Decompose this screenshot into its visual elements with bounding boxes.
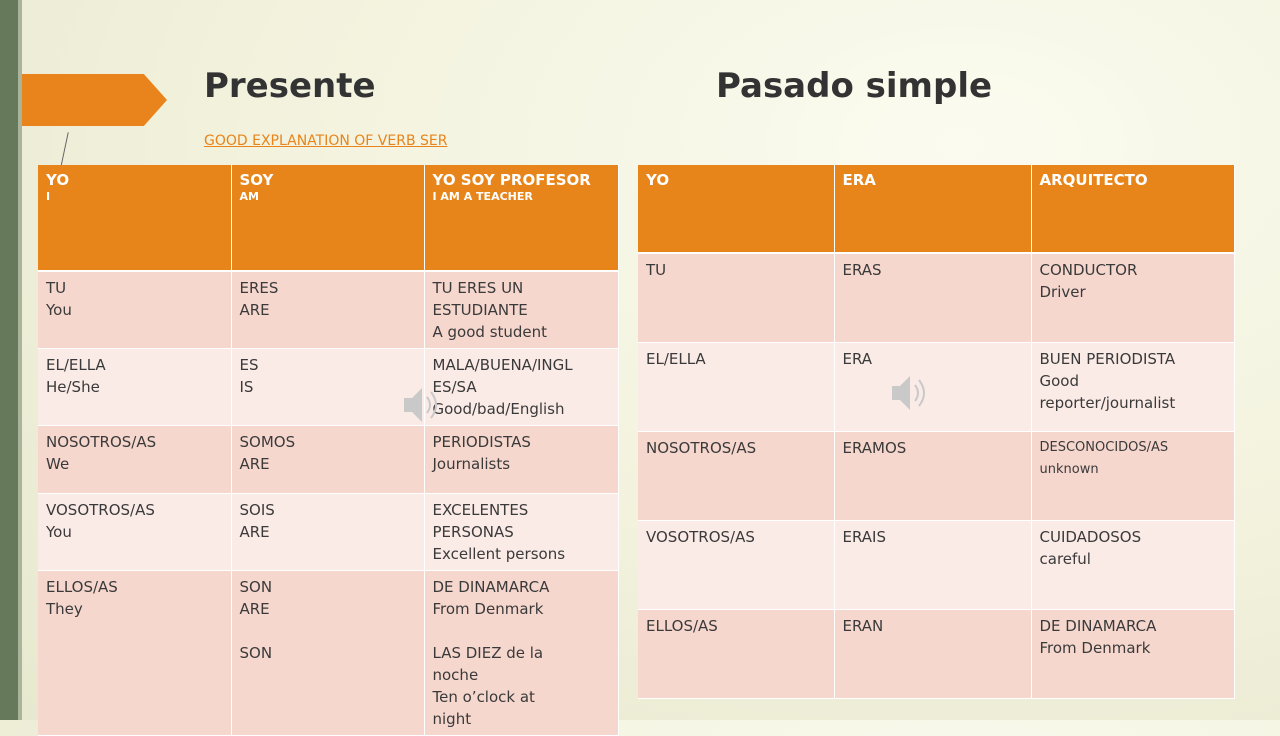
left-decorative-bar	[0, 0, 18, 720]
table-cell	[1031, 520, 1234, 609]
table-cell	[424, 426, 618, 494]
cell-text-line: He/She	[46, 378, 100, 396]
cell-text-line: From Denmark	[1039, 638, 1151, 657]
cell-text-line: Journalists	[432, 455, 511, 473]
table-row	[38, 426, 618, 494]
present-tense-table	[38, 165, 619, 736]
cell-text-line: They	[46, 600, 83, 618]
table-row	[638, 520, 1234, 609]
table-cell	[834, 520, 1031, 609]
cell-text-line: BUEN PERIODISTA	[1039, 349, 1176, 368]
cell-text-line: SON	[239, 644, 273, 662]
table-header-row	[38, 165, 618, 271]
speaker-icon[interactable]	[888, 368, 938, 418]
cell-text-line: LAS DIEZ de la	[432, 644, 544, 662]
cell-text-line: We	[46, 455, 70, 473]
cell-text-line: DE DINAMARCA	[432, 578, 550, 596]
table-cell	[638, 520, 834, 609]
cell-text-line: DESCONOCIDOS/AS	[1039, 439, 1169, 455]
header-cell: ARQUITECTO	[1031, 165, 1234, 253]
cell-text-line: You	[46, 523, 72, 541]
cell-text-line: ESTUDIANTE	[432, 301, 528, 319]
table-row	[638, 609, 1234, 698]
cell-text-line: unknown	[1039, 461, 1099, 477]
cell-text-line: reporter/journalist	[1039, 393, 1176, 412]
cell-text-line: Good/bad/English	[432, 400, 565, 418]
cell-text-line: SOIS	[239, 501, 275, 519]
table-cell	[424, 349, 618, 426]
left-decorative-stripe	[18, 0, 22, 720]
table-cell	[834, 431, 1031, 520]
cell-text-line: ARE	[239, 301, 270, 319]
speaker-icon[interactable]	[400, 380, 450, 430]
title-pasado-simple: Pasado simple	[716, 66, 993, 106]
header-cell: YO	[638, 165, 834, 253]
past-tense-table	[638, 165, 1235, 699]
cell-text-line: ARE	[239, 523, 270, 541]
cell-text-line: ELLOS/AS	[46, 578, 118, 596]
cell-text-line	[240, 620, 416, 642]
decorative-line	[60, 132, 68, 167]
cell-text-line: ERAN	[842, 616, 884, 635]
cell-text-line: ES	[239, 356, 259, 374]
cell-text-line: EL/ELLA	[46, 356, 106, 374]
cell-text-line: NOSOTROS/AS	[646, 438, 757, 457]
cell-text-line: ERES	[239, 279, 279, 297]
cell-text-line: Excellent persons	[432, 545, 566, 563]
cell-text-line: PERSONAS	[432, 523, 514, 541]
cell-text-line: EXCELENTES	[432, 501, 529, 519]
cell-text-line: Driver	[1039, 283, 1086, 301]
cell-text-line: CUIDADOSOS	[1039, 527, 1142, 546]
cell-text-line: MALA/BUENA/INGL	[432, 356, 573, 374]
cell-text-line	[433, 620, 610, 642]
table-cell	[638, 342, 834, 431]
table-row	[38, 271, 618, 349]
header-cell: SOY AM	[231, 165, 424, 271]
cell-text-line: SON	[239, 578, 273, 596]
table-cell	[834, 253, 1031, 342]
cell-text-line: From Denmark	[432, 600, 544, 618]
title-arrow-shape	[22, 74, 167, 126]
cell-text-line: noche	[432, 666, 479, 684]
table-cell	[38, 349, 231, 426]
table-row	[38, 349, 618, 426]
table-cell	[638, 253, 834, 342]
table-cell	[231, 494, 424, 571]
table-cell	[38, 571, 231, 736]
cell-text-line: VOSOTROS/AS	[46, 501, 155, 519]
cell-text-line: PERIODISTAS	[432, 433, 531, 451]
table-cell	[1031, 342, 1234, 431]
table-cell	[231, 349, 424, 426]
table-cell	[638, 431, 834, 520]
table-cell	[231, 271, 424, 349]
verb-ser-explanation-link[interactable]: GOOD EXPLANATION OF VERB SER	[204, 133, 448, 149]
table-cell	[424, 271, 618, 349]
cell-text-line: ARE	[239, 455, 270, 473]
cell-text-line: EL/ELLA	[646, 349, 706, 368]
cell-text-line: IS	[239, 378, 254, 396]
table-row	[638, 431, 1234, 520]
cell-text-line: DE DINAMARCA	[1039, 616, 1157, 635]
table-cell	[424, 571, 618, 736]
table-cell	[638, 609, 834, 698]
cell-text-line: ES/SA	[432, 378, 477, 396]
table-header-row	[638, 165, 1234, 253]
table-cell	[424, 494, 618, 571]
cell-text-line: TU	[46, 279, 67, 297]
table-cell	[38, 426, 231, 494]
header-cell: YO SOY PROFESOR I AM A TEACHER	[424, 165, 618, 271]
cell-text-line: CONDUCTOR	[1039, 261, 1138, 279]
header-cell: ERA	[834, 165, 1031, 253]
cell-text-line: Good	[1039, 371, 1079, 390]
title-presente: Presente	[204, 66, 376, 106]
cell-text-line: careful	[1039, 549, 1091, 568]
cell-text-line: ELLOS/AS	[646, 616, 718, 635]
table-cell	[231, 426, 424, 494]
table-cell	[38, 271, 231, 349]
cell-text-line: A good student	[432, 323, 548, 341]
table-cell	[1031, 609, 1234, 698]
cell-text-line: Ten o’clock at	[432, 688, 535, 706]
cell-text-line: TU ERES UN	[432, 279, 524, 297]
table-cell	[38, 494, 231, 571]
table-cell	[1031, 431, 1234, 520]
cell-text-line: ARE	[239, 600, 270, 618]
cell-text-line: ERAS	[842, 261, 882, 279]
cell-text-line: NOSOTROS/AS	[46, 433, 157, 451]
cell-text-line: ERA	[842, 349, 873, 368]
header-cell: YO I	[38, 165, 231, 271]
table-row	[38, 571, 618, 736]
table-cell	[834, 609, 1031, 698]
cell-text-line: night	[432, 710, 472, 728]
cell-text-line: SOMOS	[239, 433, 296, 451]
cell-text-line: You	[46, 301, 72, 319]
table-cell	[1031, 253, 1234, 342]
table-row	[38, 494, 618, 571]
cell-text-line: TU	[646, 261, 667, 279]
cell-text-line: VOSOTROS/AS	[646, 527, 755, 546]
cell-text-line: ERAIS	[842, 527, 886, 546]
cell-text-line: ERAMOS	[842, 438, 907, 457]
table-row	[638, 253, 1234, 342]
table-cell	[231, 571, 424, 736]
